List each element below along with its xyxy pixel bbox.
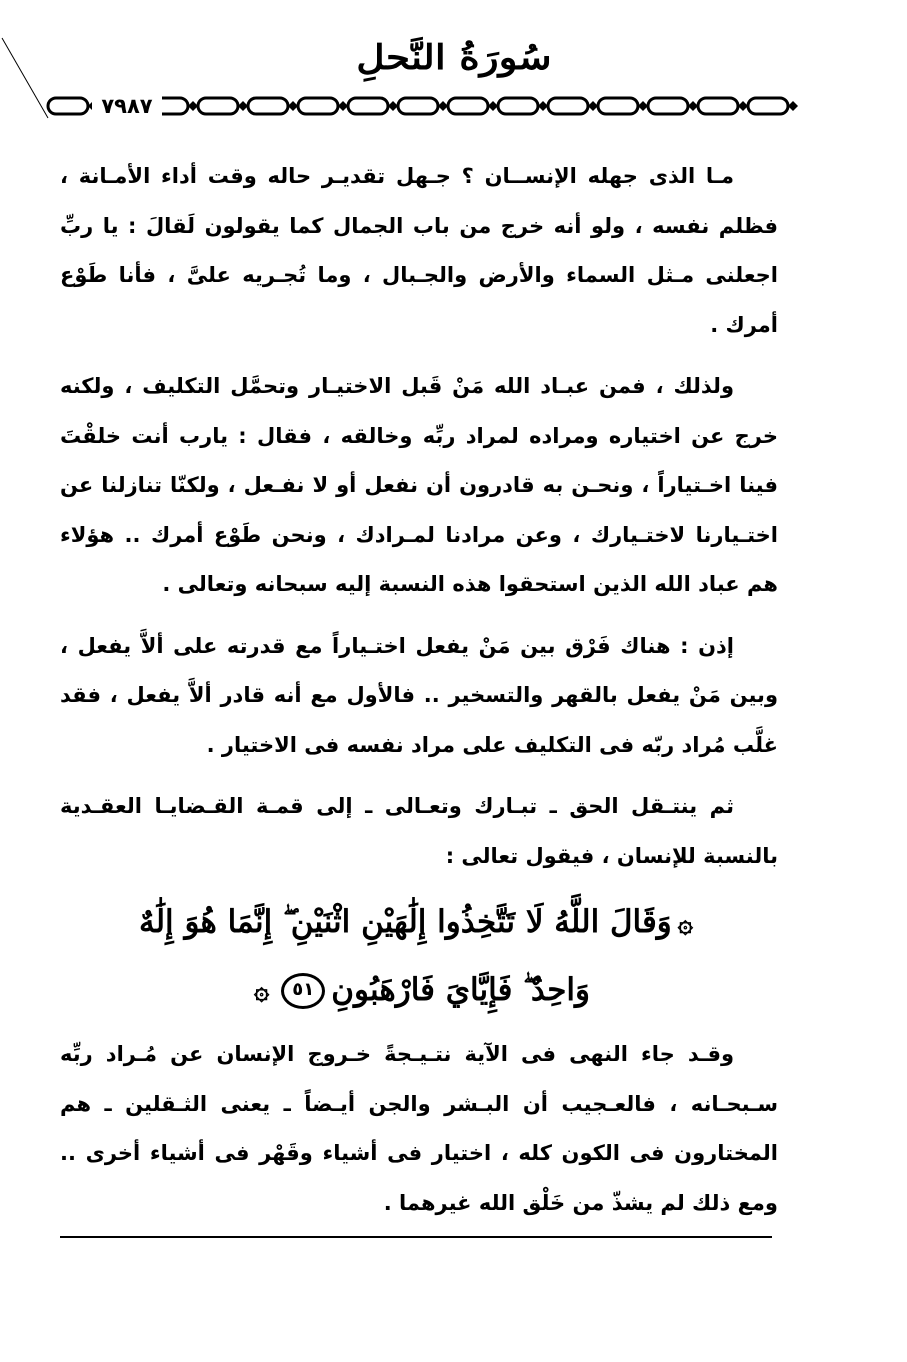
border-link [298,98,338,114]
quran-verse [60,889,778,1024]
verse-line-1-text: وَقَالَ اللَّهُ لَا تَتَّخِذُوا إِلَٰهَيْنِ اثْنَيْنِ ۖ إِنَّمَا هُوَ إِلَٰهٌ [138,904,672,940]
border-link [748,98,788,114]
border-link [548,98,588,114]
border-link [598,98,638,114]
paragraph-3: إذن : هناك فَرْق بين مَنْ يفعل اختـياراً مع قدرته على ألاَّ يفعل ، وبين مَنْ يفعل بالقهر والتسخير .. فالأول مع أنه قادر ألاَّ يفعل ، فقد غلَّب مُراد ربّه فى التكليف على مراد نفسه فى الاختيار . [60,633,778,757]
ayah-number: ٥١ [281,973,325,1009]
border-diamond [788,101,798,111]
border-link [698,98,738,114]
verse-line-1 [60,889,778,957]
verse-line-2-text: وَاحِدٌ ۖ فَإِيَّايَ فَارْهَبُونِ [331,971,590,1008]
verse-line-2 [60,957,778,1025]
paragraph-5: وقـد جاء النهى فى الآية نتـيـجةً خـروج الإنسان عن مُـراد ربِّه سـبحـانه ، فالعـجيب أن البـشر والجن أيـضاً ـ يعنى الثـقلين ـ هم المختارون فى الكون كله ، اختيار فى أشياء وقَهْر فى أشياء أخرى .. ومع ذلك لم يشذّ من خَلْق الله غيرهما . [60,1042,778,1215]
surah-title-text: سُورَةُ النَّحلِ [355,38,552,78]
border-link [648,98,688,114]
border-link [398,98,438,114]
border-link [198,98,238,114]
page-text [60,152,778,1228]
verse-close-ornament-icon: ۞ [254,976,270,1006]
paragraph-4: ثم ينتـقل الحق ـ تبـارك وتعـالى ـ إلى قمـة القـضايـا العقـدية بالنسبة للإنسان ، فيقول تعالى : [60,794,778,868]
paragraph-2: ولذلك ، فمن عبـاد الله مَنْ قَبل الاختيـار وتحمَّل التكليف ، ولكنه خرج عن اختياره ومراده لمراد ربِّه وخالقه ، فقال : يارب أنت خلقْتَ فينا اخـتياراً ، ونحـن به قادرون أن نفعل أو لا نفـعل ، ولكنّا تنازلنا عن اختـيارنا لاختـيارك ، وعن مرادنا لمـرادك ، ونحن طَوْع أمرك .. هؤلاء هم عباد الله الذين استحقوا هذه النسبة إليه سبحانه وتعالى . [60,374,778,596]
border-link [498,98,538,114]
border-link [348,98,388,114]
verse-open-ornament-icon: ۞ [677,908,694,939]
border-link [248,98,288,114]
surah-title [0,38,907,78]
footer-rule [60,1236,772,1238]
page-number: ٧٩٨٧ [92,94,162,118]
border-link [448,98,488,114]
border-link [48,98,88,114]
paragraph-1: مـا الذى جهله الإنســان ؟ جـهل تقديـر حاله وقت أداء الأمـانة ، فظلم نفسه ، ولو أنه خرج من باب الجمال كما يقولون لَقالَ : يا ربِّ اجعلنى مـثل السماء والأرض والجـبال ، وما تُجـريه علىَّ ، فأنا طَوْع أمرك . [60,164,778,337]
